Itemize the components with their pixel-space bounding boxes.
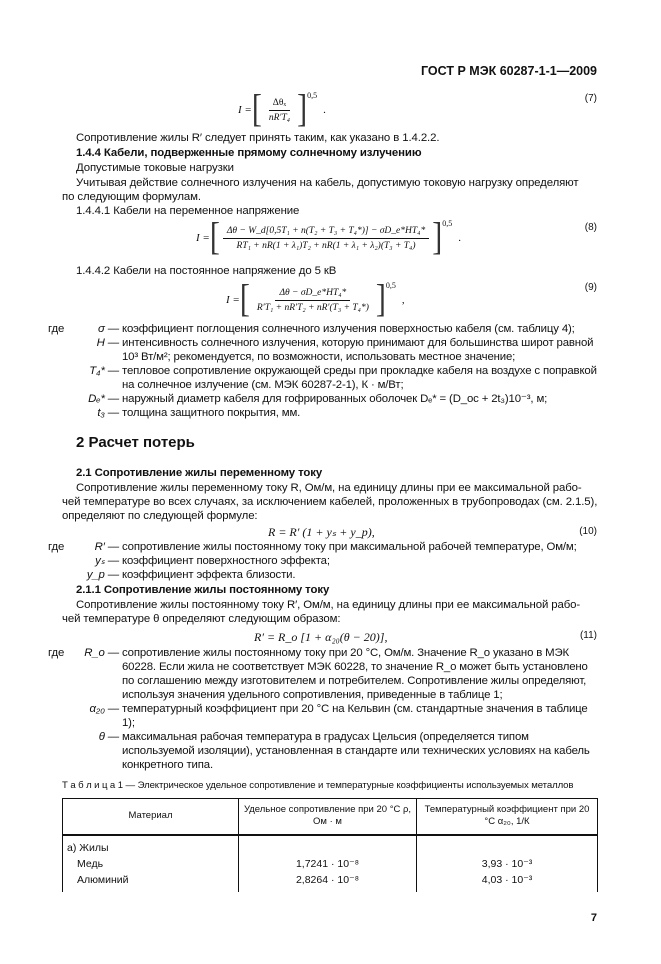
formula-number: (10) — [579, 526, 597, 537]
table-caption: Т а б л и ц а 1 — Электрическое удельное сопротивление и температурные коэффициенты используемых металлов — [62, 780, 574, 791]
formula-8-row — [62, 215, 597, 259]
definition — [36, 568, 597, 582]
formula-lhs: I = — [238, 104, 252, 116]
definition — [36, 702, 597, 730]
paragraph: определяют по следующей формуле: — [62, 510, 258, 522]
description: температурный коэффициент при 20 °С на Кельвин (см. стандартные значения в таблице 1); — [122, 703, 588, 729]
paragraph: Сопротивление жилы R′ следует принять таким, как указано в 1.4.2.2. — [76, 132, 440, 144]
definition — [36, 646, 597, 702]
definition — [36, 540, 597, 554]
definition — [36, 392, 597, 406]
table-header-row — [63, 799, 598, 835]
formula-lhs: I = — [226, 294, 240, 306]
punct: . — [458, 232, 461, 244]
document-header: ГОСТ Р МЭК 60287-1-1—2009 — [421, 64, 597, 78]
paragraph: Сопротивление жилы переменному току R, Ом/м, на единицу длины при ее максимальной рабо- — [76, 482, 582, 494]
formula-number: (7) — [584, 93, 597, 104]
paragraph: чей температуре во всех случаях, за исключением кабелей, проложенных в трубопроводах (см. 2.1.5), — [62, 496, 598, 508]
description: сопротивление жилы постоянному току при 20 °С, Ом/м. Значение R_o указано в МЭК 60228. Если жила не соответствует МЭК 60228, то значение R_o может быть установлено по соглашению между изготовителем и потребителем. Сопротивление жилы определяют, используя значения удельного сопротивления, приведенные в таблице 1; — [122, 647, 588, 701]
paragraph: Учитывая действие солнечного излучения на кабель, допустимую токовую нагрузку определяют — [76, 177, 579, 189]
definitions-2 — [36, 540, 597, 582]
table-row — [63, 872, 598, 892]
temp-coefficient: 3,93 · 10⁻³ — [417, 856, 598, 872]
bracket: ] — [375, 277, 386, 321]
term: α₂₀ — — [89, 703, 119, 715]
description: тепловое сопротивление окружающей среды при прокладке кабеля на воздухе с поправкой на солнечное излучение (см. МЭК 60287-2-1), К · м/Вт; — [122, 365, 597, 391]
exponent: 0,5 — [385, 281, 396, 290]
punct: , — [401, 294, 405, 306]
definitions-3 — [36, 646, 597, 772]
definition — [36, 554, 597, 568]
bracket: [ — [251, 87, 262, 131]
heading-1-4-4-1: 1.4.4.1 Кабели на переменное напряжение — [76, 205, 300, 217]
resistivity: 2,8264 · 10⁻⁸ — [239, 872, 417, 892]
column-header: Удельное сопротивление при 20 °С ρ, Ом · м — [239, 799, 417, 835]
formula-10: R = R′ (1 + yₛ + y_p), — [268, 524, 375, 539]
paragraph: Сопротивление жилы постоянному току R′, Ом/м, на единицу длины при ее максимальной рабо- — [76, 599, 581, 611]
term: yₛ — — [95, 555, 119, 567]
column-header: Температурный коэффициент при 20 °С α₂₀, 1/К — [417, 799, 598, 835]
where-label: где — [48, 647, 65, 659]
formula-7-row — [62, 89, 597, 131]
bracket: ] — [432, 215, 443, 259]
formula-number: (8) — [584, 222, 597, 233]
numerator: Δθ − σD_e*HT₄* — [275, 288, 350, 301]
heading-2-1-1: 2.1.1 Сопротивление жилы постоянному току — [76, 584, 330, 596]
term: R′ — — [94, 541, 119, 553]
denominator: R′T₁ + nR′T₂ + nR′(T₃ + T₄*) — [256, 302, 369, 313]
formula-number: (11) — [579, 630, 597, 641]
formula-7 — [238, 87, 326, 131]
term: σ — — [98, 323, 119, 335]
description: сопротивление жилы постоянному току при максимальной рабочей температуре, Ом/м; — [122, 541, 577, 553]
term: T₄* — — [89, 365, 119, 377]
formula-number: (9) — [584, 282, 597, 293]
table-row — [63, 835, 598, 856]
description: коэффициент эффекта близости. — [122, 569, 296, 581]
punct: . — [323, 104, 326, 116]
heading-1-4-4: 1.4.4 Кабели, подверженные прямому солнечному излучению — [76, 147, 422, 159]
where-label: где — [48, 541, 65, 553]
term: y_p — — [86, 569, 119, 581]
paragraph: чей температуре θ определяют следующим образом: — [62, 613, 341, 625]
description: наружный диаметр кабеля для гофрированных оболочек Dₑ* = (D_oc + 2t₃)10⁻³, м; — [122, 393, 548, 405]
fraction — [223, 226, 429, 251]
material: Медь — [63, 856, 239, 872]
description: интенсивность солнечного излучения, которую принимают для большинства широт равной 10³ Вт/м²; рекомендуется, по возможности, использовать местное значение; — [122, 337, 594, 363]
table-1 — [62, 798, 598, 892]
column-header: Материал — [63, 799, 239, 835]
section-2-title: 2 Расчет потерь — [76, 434, 195, 451]
table-row — [63, 856, 598, 872]
material: Алюминий — [63, 872, 239, 892]
formula-10-row — [62, 524, 597, 540]
bracket: [ — [239, 277, 250, 321]
denominator: RT₁ + nR(1 + λ₁)T₂ + nR(1 + λ₁ + λ₂)(T₃ + T₄) — [236, 240, 416, 251]
definition — [36, 730, 597, 772]
paragraph: Допустимые токовые нагрузки — [76, 162, 234, 174]
term: θ — — [98, 731, 119, 743]
group-label: а) Жилы — [63, 835, 239, 856]
page-number: 7 — [590, 911, 597, 924]
description: коэффициент поглощения солнечного излучения поверхностью кабеля (см. таблицу 4); — [122, 323, 575, 335]
numerator: Δθₓ — [269, 98, 290, 111]
term: Dₑ* — — [88, 393, 119, 405]
description: максимальная рабочая температура в градусах Цельсия (определяется типом используемой изоляции), установленная в стандарте или технических условиях на кабель конкретного типа. — [122, 731, 590, 771]
fraction — [253, 288, 373, 313]
definition — [36, 364, 597, 392]
definition — [36, 406, 597, 420]
definition — [36, 336, 597, 364]
formula-11-row — [62, 628, 597, 646]
formula-8 — [196, 215, 461, 259]
bracket: ] — [297, 87, 308, 131]
bracket: [ — [209, 215, 220, 259]
numerator: Δθ − W_d[0,5T₁ + n(T₂ + T₃ + T₄*)] − σD_e*HT₄* — [223, 226, 429, 239]
heading-1-4-4-2: 1.4.4.2 Кабели на постоянное напряжение до 5 кВ — [76, 265, 337, 277]
exponent: 0,5 — [442, 219, 453, 228]
temp-coefficient: 4,03 · 10⁻³ — [417, 872, 598, 892]
formula-lhs: I = — [196, 232, 210, 244]
heading-2-1: 2.1 Сопротивление жилы переменному току — [76, 467, 323, 479]
exponent: 0,5 — [307, 91, 318, 100]
paragraph: по следующим формулам. — [62, 191, 201, 203]
denominator: nR′T₄ — [268, 112, 291, 123]
fraction — [265, 98, 294, 123]
term: t₃ — — [97, 407, 119, 419]
resistivity: 1,7241 · 10⁻⁸ — [239, 856, 417, 872]
formula-9-row — [62, 278, 597, 322]
formula-11: R′ = R_o [1 + α₂₀(θ − 20)], — [254, 629, 388, 644]
term: H — — [96, 337, 119, 349]
definition — [36, 322, 597, 336]
description: коэффициент поверхностного эффекта; — [122, 555, 330, 567]
definitions-1 — [36, 322, 597, 420]
term: R_o — — [84, 647, 119, 659]
description: толщина защитного покрытия, мм. — [122, 407, 301, 419]
formula-9 — [226, 277, 405, 321]
where-label: где — [48, 323, 65, 335]
